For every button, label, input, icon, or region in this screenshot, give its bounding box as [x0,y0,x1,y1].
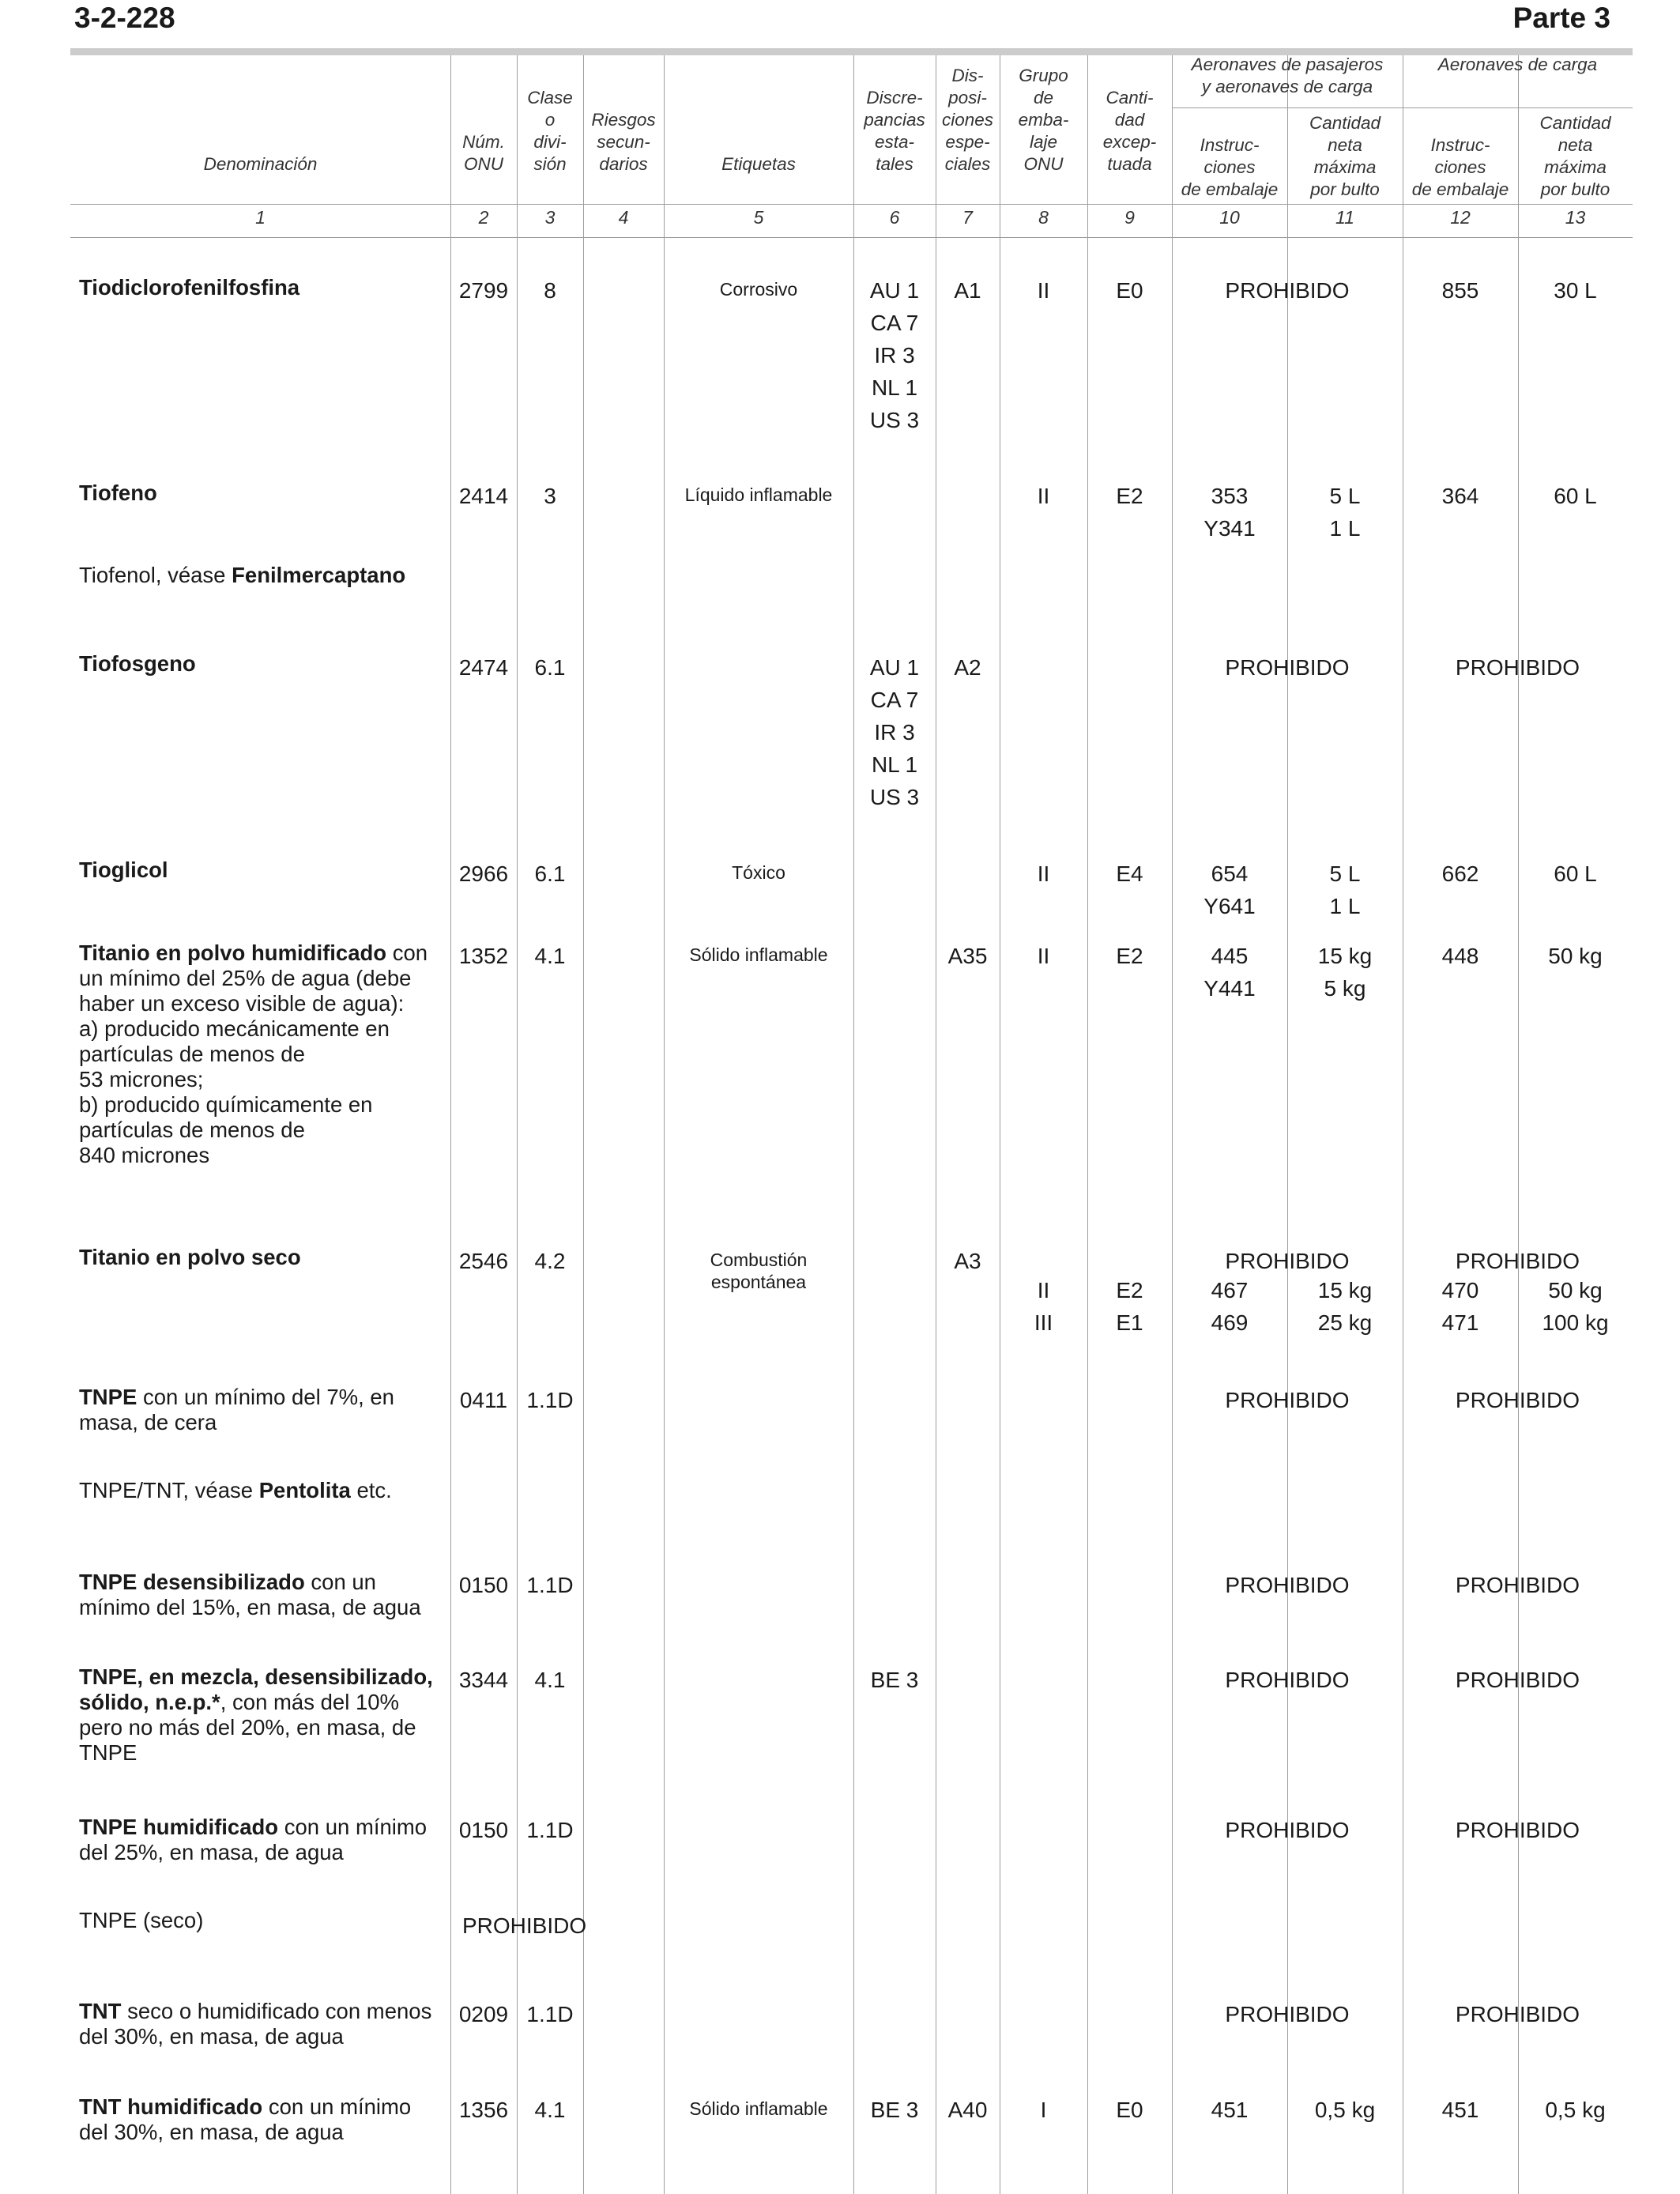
col-number: 6 [889,207,900,228]
entry-name: TNPE desensibilizado con un mínimo del 15%, en masa, de agua [79,1570,421,1619]
pax-forbidden: PROHIBIDO [1225,1388,1350,1412]
pax-forbidden: PROHIBIDO [1225,1573,1350,1597]
pax-forbidden: PROHIBIDO [1225,1668,1350,1692]
col-header-un-number: Núm. ONU [462,132,505,174]
col-number: 13 [1565,207,1586,228]
pax-max-quantity: 5 L 1 L [1329,861,1361,918]
entry-cross-reference: Tiofenol, véase Fenilmercaptano [79,563,406,587]
hazard-class: 4.1 [534,944,566,968]
column-divider [450,55,451,2194]
hazard-class: 6.1 [534,861,566,886]
state-variations: BE 3 [870,2098,919,2122]
col-number: 11 [1335,207,1354,228]
state-variations: AU 1 CA 7 IR 3 NL 1 US 3 [869,278,920,432]
entry-name: Tioglicol [79,858,168,882]
un-number: 0150 [458,1573,509,1597]
special-provisions: A3 [954,1249,981,1273]
col-header-packing-group: Grupo de emba- laje ONU [1018,66,1069,174]
pax-packing-instruction: 654 Y641 [1203,861,1256,918]
col-number: 3 [544,207,556,228]
cargo-forbidden: PROHIBIDO [1455,2002,1580,2026]
col-group-passenger-cargo: Aeronaves de pasajeros y aeronaves de carga [1191,55,1384,96]
col-number: 12 [1450,207,1471,228]
special-provisions: A1 [954,278,981,303]
cargo-max-quantity: 50 kg 100 kg [1542,1278,1609,1335]
col-number: 10 [1219,207,1240,228]
pax-packing-instruction: 353 Y341 [1203,484,1256,541]
packing-group: II III [1034,1278,1053,1335]
col-header-special-provisions: Dis- posi- ciones espe- ciales [941,66,994,174]
entry-name: Titanio en polvo seco [79,1245,301,1269]
entry-name: TNPE humidificado con un mínimo del 25%, en masa, de agua [79,1815,428,1864]
cargo-max-quantity: 60 L [1554,861,1597,886]
state-variations: BE 3 [870,1668,919,1692]
excepted-quantity: E4 [1116,861,1143,886]
special-provisions: A40 [947,2098,988,2122]
col-number: 8 [1038,207,1049,228]
excepted-quantity: E2 [1116,944,1143,968]
pax-max-quantity: 0,5 kg [1314,2098,1376,2122]
pax-forbidden: PROHIBIDO [1225,1249,1350,1273]
hazard-class: 1.1D [526,1388,574,1412]
entry-name: TNPE (seco) [79,1908,204,1932]
hazard-label: Corrosivo [719,279,798,300]
col-header-pax-quantity: Cantidad neta máxima por bulto [1309,113,1381,199]
hazard-class: 4.1 [534,1668,566,1692]
hazard-label: Sólido inflamable [689,2098,828,2119]
col-header-cargo-quantity: Cantidad neta máxima por bulto [1539,113,1611,199]
col-header-pax-instructions: Instruc- ciones de embalaje [1181,135,1279,199]
un-number: 2474 [458,655,509,680]
col-number: 2 [478,207,489,228]
header-divider [70,204,1633,205]
pax-forbidden: PROHIBIDO [1225,1818,1350,1842]
special-provisions: A35 [947,944,988,968]
cargo-packing-instruction: 470 471 [1441,1278,1479,1335]
col-header-subsidiary-risk: Riesgos secun- darios [591,110,656,174]
col-header-excepted-quantity: Canti- dad excep- tuada [1102,88,1157,174]
column-divider [1518,55,1519,2194]
number-row-divider [70,237,1633,238]
entry-name: TNPE, en mezcla, desensibilizado, sólido, n.e.p.*, con más del 10% pero no más del 20%, en masa, de TNPE [79,1664,433,1765]
hazard-class: 6.1 [534,655,566,680]
special-provisions: A2 [954,655,981,680]
packing-group: II [1037,484,1050,508]
part-title: Parte 3 [1512,2,1610,34]
column-divider [583,55,584,2194]
hazard-label: Combustión espontánea [710,1250,808,1292]
cargo-packing-instruction: 448 [1441,944,1479,968]
col-header-state-variations: Discre- pancias esta- tales [864,88,925,174]
entry-name: TNT seco o humidificado con menos del 30%, en masa, de agua [79,1999,432,2049]
pax-forbidden: PROHIBIDO [1225,2002,1350,2026]
entry-name: Tiofosgeno [79,651,196,676]
col-header-labels: Etiquetas [721,154,796,174]
cargo-forbidden: PROHIBIDO [1455,1388,1580,1412]
cargo-forbidden: PROHIBIDO [1455,1818,1580,1842]
pax-max-quantity: 15 kg 5 kg [1317,944,1373,1001]
page-number: 3-2-228 [74,2,175,34]
hazard-class: 4.2 [534,1249,566,1273]
hazard-class: 3 [544,484,556,508]
cargo-forbidden: PROHIBIDO [1455,1668,1580,1692]
cargo-max-quantity: 50 kg [1548,944,1603,968]
un-number: 3344 [458,1668,509,1692]
pax-packing-instruction: 467 469 [1211,1278,1249,1335]
entry-name: Tiofeno [79,481,157,505]
col-header-class: Clase o divi- sión [527,88,573,174]
excepted-quantity: E0 [1116,2098,1143,2122]
entry-name: Tiodiclorofenilfosfina [79,275,300,300]
un-number: 1352 [458,944,509,968]
excepted-quantity: E2 [1116,484,1143,508]
col-header-denominacion: Denominación [203,154,318,174]
pax-max-quantity: 15 kg 25 kg [1317,1278,1373,1335]
cargo-forbidden: PROHIBIDO [1455,1573,1580,1597]
packing-group: II [1037,861,1050,886]
entry-name: TNT humidificado con un mínimo del 30%, en masa, de agua [79,2094,412,2144]
un-number: 2966 [458,861,509,886]
col-number: 4 [618,207,629,228]
entry-name: TNPE con un mínimo del 7%, en masa, de cera [79,1385,394,1434]
hazard-class: 8 [544,278,556,303]
cargo-packing-instruction: 855 [1441,278,1479,303]
hazard-class: 1.1D [526,1818,574,1842]
hazard-class: 4.1 [534,2098,566,2122]
pax-packing-instruction: 445 Y441 [1203,944,1256,1001]
pax-packing-instruction: 451 [1211,2098,1249,2122]
group-divider [1172,107,1633,108]
pax-forbidden: PROHIBIDO [1225,278,1350,303]
hazard-label: Tóxico [732,862,785,883]
excepted-quantity: E2 E1 [1116,1278,1143,1335]
column-divider [1172,55,1173,2194]
state-variations: AU 1 CA 7 IR 3 NL 1 US 3 [869,655,920,809]
pax-max-quantity: 5 L 1 L [1329,484,1361,541]
entry-name: Titanio en polvo humidificado con un mínimo del 25% de agua (debe haber un exceso visible de agua): a) producido mecánicamente en partículas de menos de 53 micrones; b) producido químicamente en partículas de menos de 840 micrones [79,941,428,1167]
col-group-cargo-only: Aeronaves de carga [1437,55,1598,74]
column-divider [664,55,665,2194]
col-header-cargo-instructions: Instruc- ciones de embalaje [1411,135,1509,199]
un-number: 2799 [458,278,509,303]
excepted-quantity: E0 [1116,278,1143,303]
col-number: 5 [753,207,764,228]
hazard-label: Líquido inflamable [684,484,833,505]
cargo-packing-instruction: 662 [1441,861,1479,886]
packing-group: I [1040,2098,1047,2122]
packing-group: II [1037,278,1050,303]
packing-group: II [1037,944,1050,968]
hazard-label: Sólido inflamable [689,944,828,965]
col-number: 7 [962,207,973,228]
un-number: 2546 [458,1249,509,1273]
cargo-max-quantity: 60 L [1554,484,1597,508]
pax-forbidden: PROHIBIDO [1225,655,1350,680]
cargo-max-quantity: 30 L [1554,278,1597,303]
hazard-class: 1.1D [526,1573,574,1597]
un-number: 0209 [458,2002,509,2026]
column-divider [1287,55,1288,2194]
un-number: 1356 [458,2098,509,2122]
column-divider [517,55,518,2194]
un-number: 0150 [458,1818,509,1842]
col-number: 9 [1124,207,1135,228]
cargo-forbidden: PROHIBIDO [1455,655,1580,680]
column-divider [1087,55,1088,2194]
entry-forbidden: PROHIBIDO [462,1913,587,1938]
cargo-packing-instruction: 451 [1441,2098,1479,2122]
un-number: 0411 [459,1388,508,1412]
cargo-max-quantity: 0,5 kg [1545,2098,1606,2122]
cargo-forbidden: PROHIBIDO [1455,1249,1580,1273]
entry-cross-reference: TNPE/TNT, véase Pentolita etc. [79,1478,392,1502]
cargo-packing-instruction: 364 [1441,484,1479,508]
un-number: 2414 [458,484,509,508]
col-number: 1 [255,207,266,228]
hazard-class: 1.1D [526,2002,574,2026]
